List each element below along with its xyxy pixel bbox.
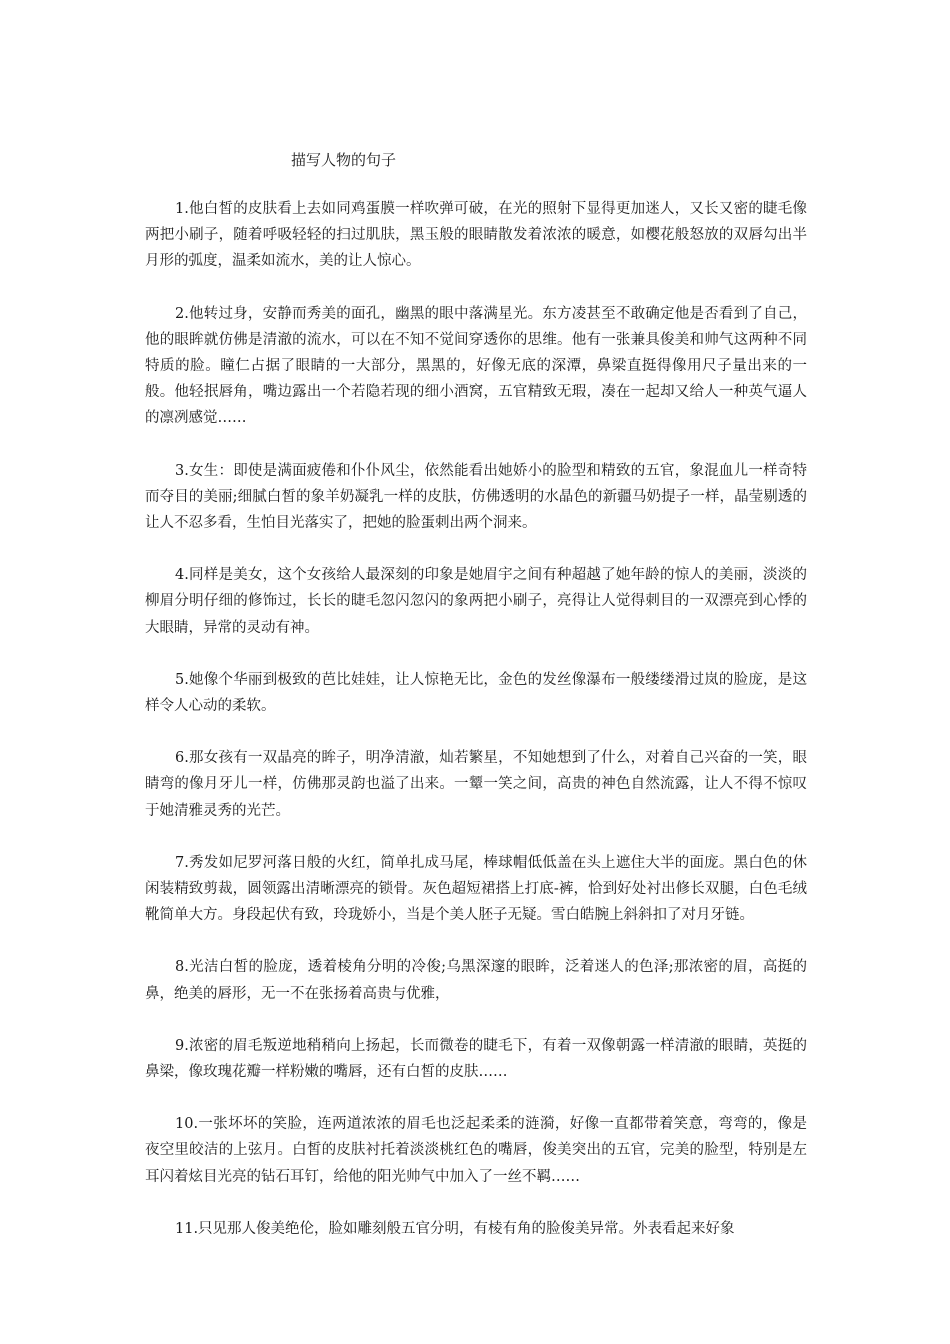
document-body [145, 196, 807, 1268]
paragraph-6: 6.那女孩有一双晶亮的眸子，明净清澈，灿若繁星，不知她想到了什么，对着自己兴奋的一笑，眼睛弯的像月牙儿一样，仿佛那灵韵也溢了出来。一颦一笑之间，高贵的神色自然流露，让人不得不惊叹于她清雅灵秀的光芒。 [145, 750, 807, 819]
paragraph-7: 7.秀发如尼罗河落日般的火红，简单扎成马尾，棒球帽低低盖在头上遮住大半的面庞。黑白色的休闲装精致剪裁，圆领露出清晰漂亮的锁骨。灰色超短裙搭上打底-裤，恰到好处衬出修长双腿，白色毛绒靴简单大方。身段起伏有致，玲珑娇小，当是个美人胚子无疑。雪白皓腕上斜斜扣了对月牙链。 [145, 854, 807, 924]
paragraph-11: 11.只见那人俊美绝伦，脸如雕刻般五官分明，有棱有角的脸俊美异常。外表看起来好象 [175, 1220, 735, 1237]
paragraph-10: 10.一张坏坏的笑脸，连两道浓浓的眉毛也泛起柔柔的涟漪，好像一直都带着笑意，弯弯的，像是夜空里皎洁的上弦月。白皙的皮肤衬托着淡淡桃红色的嘴唇，俊美突出的五官，完美的脸型，特别是左耳闪着炫目光亮的钻石耳钉，给他的阳光帅气中加入了一丝不羁…… [145, 1116, 807, 1185]
paragraph-3: 3.女生：即使是满面疲倦和仆仆风尘，依然能看出她娇小的脸型和精致的五官，象混血儿一样奇特而夺目的美丽;细腻白皙的象羊奶凝乳一样的皮肤，仿佛透明的水晶色的新疆马奶提子一样，晶莹剔透的让人不忍多看，生怕目光落实了，把她的脸蛋刺出两个洞来。 [145, 462, 807, 532]
paragraph-1: 1.他白皙的皮肤看上去如同鸡蛋膜一样吹弹可破，在光的照射下显得更加迷人，又长又密的睫毛像两把小刷子，随着呼吸轻轻的扫过肌肤，黑玉般的眼睛散发着浓浓的暖意，如樱花般怒放的双唇勾出半月形的弧度，温柔如流水，美的让人惊心。 [145, 201, 807, 270]
paragraph-5: 5.她像个华丽到极致的芭比娃娃，让人惊艳无比，金色的发丝像瀑布一般缕缕滑过岚的脸庞，是这样令人心动的柔软。 [145, 671, 807, 715]
paragraph-2: 2.他转过身，安静而秀美的面孔，幽黑的眼中落满星光。东方凌甚至不敢确定他是否看到了自己，他的眼眸就仿佛是清澈的流水，可以在不知不觉间穿透你的思维。他有一张兼具俊美和帅气这两种不同特质的脸。瞳仁占据了眼睛的一大部分，黑黑的，好像无底的深潭，鼻梁直挺得像用尺子量出来的一般。他轻抿唇角，嘴边露出一个若隐若现的细小酒窝，五官精致无瑕，凑在一起却又给人一种英气逼人的凛冽感觉…… [145, 305, 807, 427]
paragraph-4: 4.同样是美女，这个女孩给人最深刻的印象是她眉宇之间有种超越了她年龄的惊人的美丽，淡淡的柳眉分明仔细的修饰过，长长的睫毛忽闪忽闪的象两把小刷子，亮得让人觉得刺目的一双漂亮到心悸的大眼睛，异常的灵动有神。 [145, 567, 807, 636]
document-title: 描写人物的句子 [291, 151, 397, 169]
paragraph-9: 9.浓密的眉毛叛逆地稍稍向上扬起，长而微卷的睫毛下，有着一双像朝露一样清澈的眼睛，英挺的鼻梁，像玫瑰花瓣一样粉嫩的嘴唇，还有白皙的皮肤…… [145, 1037, 807, 1081]
paragraph-8: 8.光洁白皙的脸庞，透着棱角分明的冷俊;乌黑深邃的眼眸，泛着迷人的色泽;那浓密的眉，高挺的鼻，绝美的唇形，无一不在张扬着高贵与优雅， [145, 959, 807, 1002]
